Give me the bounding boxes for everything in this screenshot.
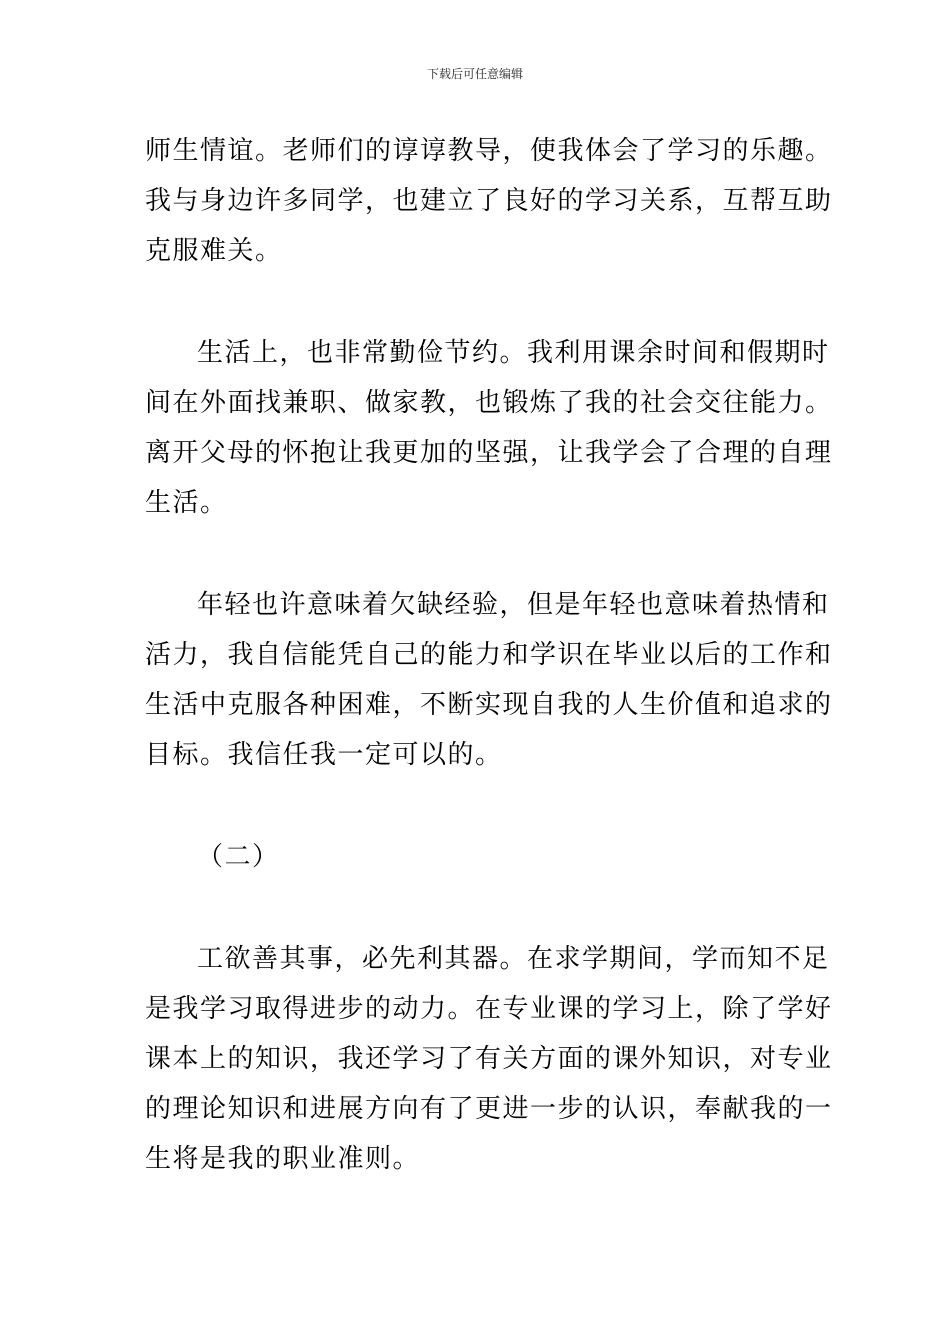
text-line: 是我学习取得进步的动力。在专业课的学习上，除了学好: [145, 994, 833, 1024]
text-line: 间在外面找兼职、做家教，也锻炼了我的社会交往能力。: [145, 388, 833, 418]
section-heading: （二）: [197, 842, 280, 872]
text-line: 的理论知识和进展方向有了更进一步的认识，奉献我的一: [145, 1094, 833, 1124]
paragraph: [145, 126, 833, 276]
document-body: [145, 126, 833, 1184]
text-line: 目标。我信任我一定可以的。: [145, 740, 503, 770]
text-line: 年轻也许意味着欠缺经验，但是年轻也意味着热情和: [197, 590, 830, 620]
paragraph-spacer: [145, 528, 810, 580]
paragraph-spacer: [145, 276, 810, 328]
text-line: 离开父母的怀抱让我更加的坚强，让我学会了合理的自理: [145, 438, 833, 468]
text-line: 生活。: [145, 488, 228, 518]
text-line: 师生情谊。老师们的谆谆教导，使我体会了学习的乐趣。: [145, 136, 833, 166]
paragraph: [145, 580, 833, 780]
page-header: 下载后可任意编辑: [426, 67, 523, 81]
text-line: 课本上的知识，我还学习了有关方面的课外知识，对专业: [145, 1044, 833, 1074]
section-heading-block: [145, 832, 810, 882]
paragraph: [145, 328, 833, 528]
paragraph: [145, 934, 833, 1184]
text-line: 生活上，也非常勤俭节约。我利用课余时间和假期时: [197, 338, 830, 368]
text-line: 克服难关。: [145, 236, 283, 266]
paragraph-spacer: [145, 780, 810, 832]
text-line: 工欲善其事，必先利其器。在求学期间，学而知不足: [197, 944, 830, 974]
text-line: 生将是我的职业准则。: [145, 1144, 421, 1174]
text-line: 生活中克服各种困难，不断实现自我的人生价值和追求的: [145, 690, 833, 720]
text-line: 活力，我自信能凭自己的能力和学识在毕业以后的工作和: [145, 640, 833, 670]
paragraph-spacer: [145, 882, 810, 934]
text-line: 我与身边许多同学，也建立了良好的学习关系，互帮互助: [145, 186, 833, 216]
